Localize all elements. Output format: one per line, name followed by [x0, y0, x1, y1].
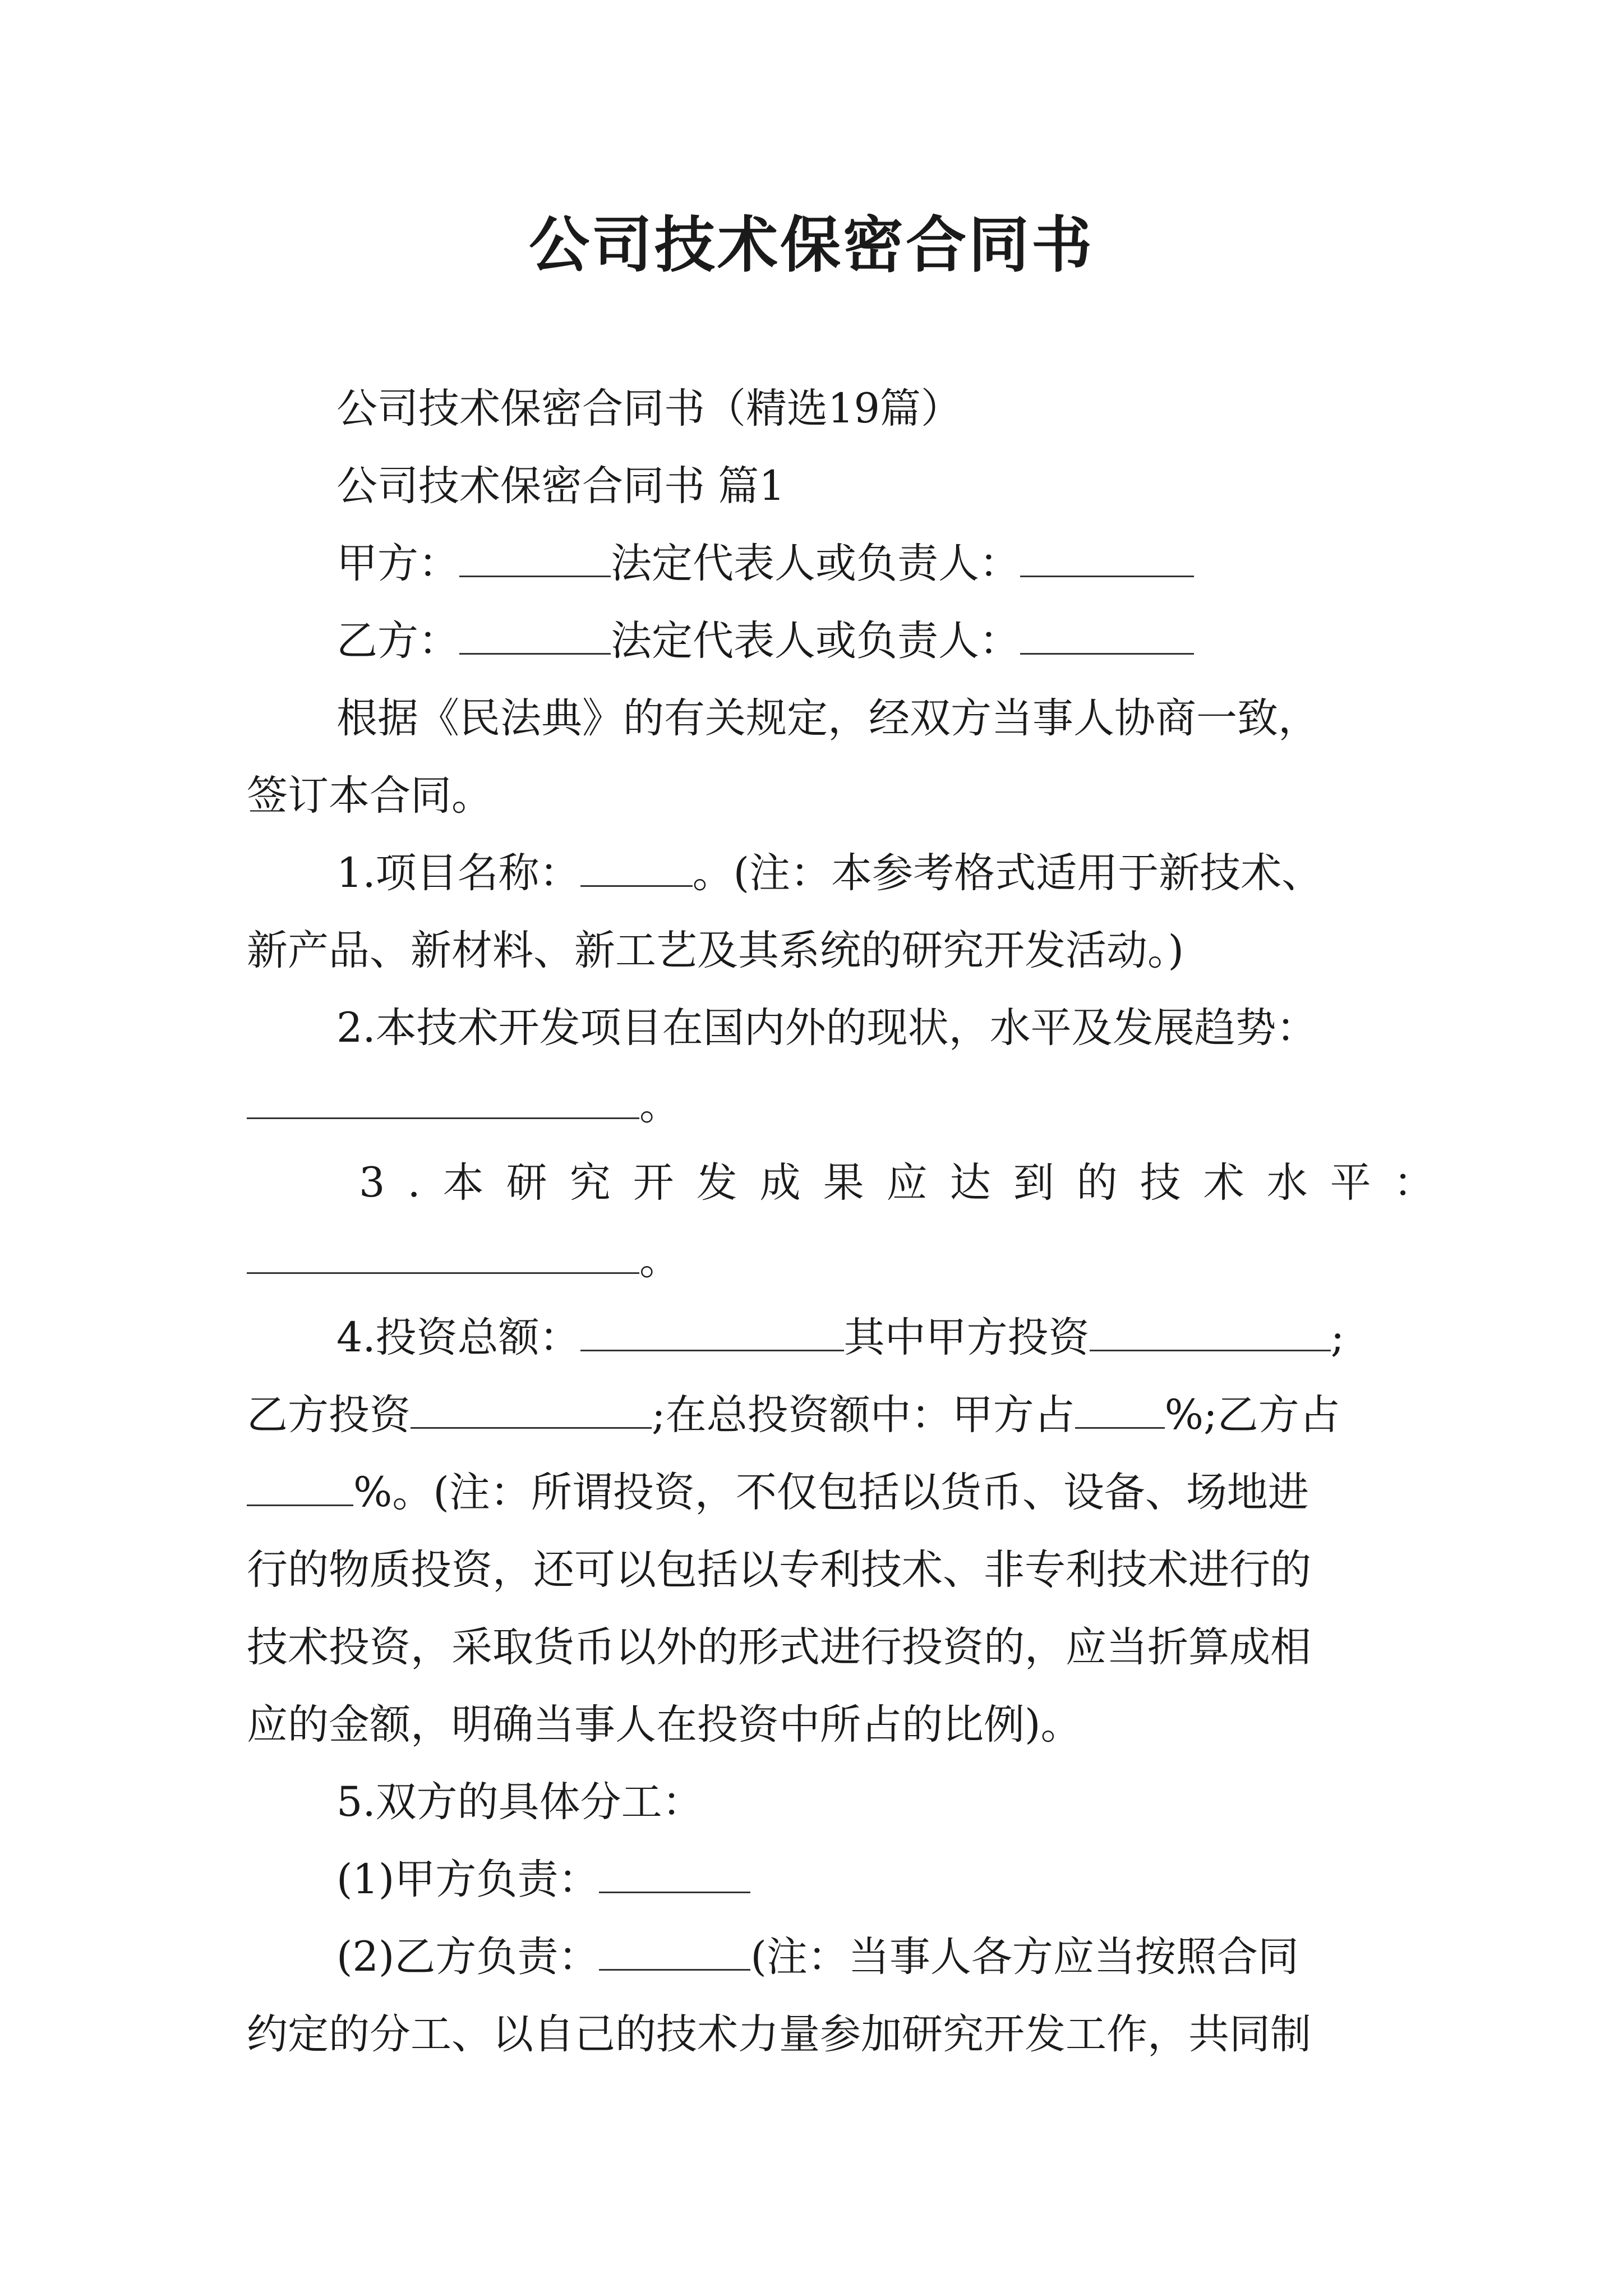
party-b-label: 乙方：: [336, 617, 459, 665]
blank-line: [459, 542, 611, 577]
item3-blank-line: [247, 1222, 1391, 1299]
item4-note: %。(注：所谓投资，不仅包括以货币、设备、场地进: [353, 1469, 1309, 1516]
item2-line: 2.本技术开发项目在国内外的现状，水平及发展趋势：: [336, 1004, 1317, 1052]
item4-label: 4.投资总额：: [336, 1314, 580, 1361]
blank-line: [459, 619, 611, 655]
item4-line: 技术投资，采取货币以外的形式进行投资的，应当折算成相: [247, 1623, 1311, 1671]
item1-line: [247, 835, 1391, 912]
item5-line: 约定的分工、以自己的技术力量参加研究开发工作，共同制: [247, 2010, 1311, 2058]
item5-heading: 5.双方的具体分工：: [336, 1778, 703, 1826]
item1-line: 新产品、新材料、新工艺及其系统的研究开发活动。): [247, 927, 1184, 974]
blank-line: [1075, 1393, 1165, 1429]
item4-line: 应的金额，明确当事人在投资中所占的比例)。: [247, 1701, 1082, 1749]
blank-line: [1090, 1316, 1331, 1351]
blank-line: [1020, 542, 1194, 577]
blank-line: [1020, 619, 1194, 655]
item4-semicolon: ;: [1330, 1314, 1345, 1361]
blank-line: [411, 1393, 652, 1429]
intro-line: 签订本合同。: [247, 772, 492, 820]
item4-share: ;在总投资额中：甲方占: [652, 1391, 1075, 1439]
blank-line: [247, 1239, 639, 1274]
item1-note: 。(注：本参考格式适用于新技术、: [692, 849, 1323, 897]
item4-b-invest: 乙方投资: [247, 1391, 411, 1439]
item2-end: 。: [639, 1082, 680, 1129]
item3-end: 。: [639, 1236, 680, 1284]
document-body: [247, 370, 1457, 2073]
blank-line: [247, 1084, 639, 1119]
item5-a-label: (1)甲方负责：: [336, 1856, 600, 1903]
blank-line: [599, 1858, 750, 1893]
section-heading: 公司技术保密合同书 篇1: [336, 462, 785, 510]
item4-line: [247, 1377, 1391, 1454]
item4-a-invest: 其中甲方投资: [843, 1314, 1090, 1361]
item2-blank-line: [247, 1067, 1391, 1144]
document-title: 公司技术保密合同书: [528, 210, 1094, 280]
blank-line: [580, 852, 693, 887]
legal-rep-label: 法定代表人或负责人：: [611, 540, 1020, 587]
party-a-label: 甲方：: [336, 540, 459, 587]
item4-line: [247, 1454, 1391, 1531]
party-b-line: [247, 602, 1391, 680]
item5-b-label: (2)乙方负责：: [336, 1933, 600, 1981]
blank-line: [580, 1316, 844, 1351]
item4-line: [247, 1299, 1391, 1377]
item4-line: 行的物质投资，还可以包括以专利技术、非专利技术进行的: [247, 1546, 1311, 1594]
item5-a-line: [247, 1841, 1391, 1918]
blank-line: [599, 1935, 750, 1971]
item1-label: 1.项目名称：: [336, 849, 580, 897]
item5-b-line: [247, 1918, 1391, 1996]
party-a-line: [247, 525, 1391, 602]
item5-b-note: (注：当事人各方应当按照合同: [750, 1933, 1299, 1981]
item3-line: 3.本研究开发成果应达到的技术水平：: [359, 1159, 1457, 1207]
blank-line: [247, 1471, 353, 1506]
legal-rep-label: 法定代表人或负责人：: [611, 617, 1020, 665]
subtitle: 公司技术保密合同书（精选19篇）: [336, 385, 962, 432]
intro-line: 根据《民法典》的有关规定，经双方当事人协商一致，: [336, 694, 1319, 742]
item4-pct-b: %;乙方占: [1164, 1391, 1340, 1439]
